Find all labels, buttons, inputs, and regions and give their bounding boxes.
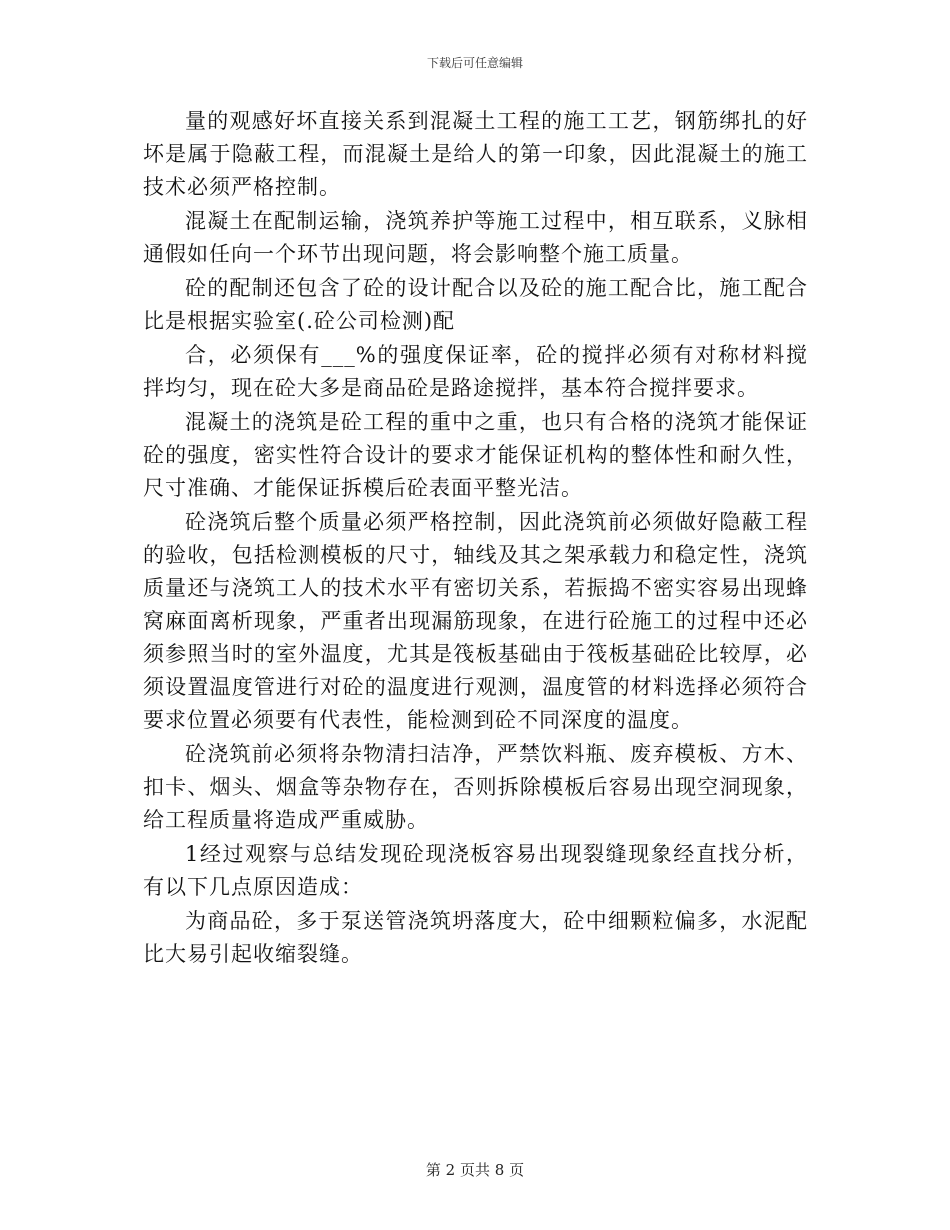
paragraph-2: 混凝土在配制运输，浇筑养护等施工过程中，相互联系，义脉相通假如任向一个环节出现问题，将会影响整个施工质量。 — [143, 209, 808, 266]
paragraph-1: 量的观感好坏直接关系到混凝土工程的施工工艺，钢筋绑扎的好坏是属于隐蔽工程，而混凝土是给人的第一印象，因此混凝土的施工技术必须严格控制。 — [143, 109, 808, 199]
paragraph-5: 混凝土的浇筑是砼工程的重中之重，也只有合格的浇筑才能保证砼的强度，密实性符合设计的要求才能保证机构的整体性和耐久性，尺寸准确、才能保证拆模后砼表面平整光洁。 — [143, 410, 808, 500]
paragraph-9: 为商品砼，多于泵送管浇筑坍落度大，砼中细颗粒偏多，水泥配比大易引起收缩裂缝。 — [143, 909, 808, 966]
paragraph-7: 砼浇筑前必须将杂物清扫洁净，严禁饮料瓶、废弃模板、方木、扣卡、烟头、烟盒等杂物存在，否则拆除模板后容易出现空洞现象，给工程质量将造成严重威胁。 — [143, 742, 808, 832]
page-number: 第 2 页共 8 页 — [425, 1161, 525, 1179]
paragraph-4: 合，必须保有___%的强度保证率，砼的搅拌必须有对称材料搅拌均匀，现在砼大多是商品砼是路途搅拌，基本符合搅拌要求。 — [143, 343, 808, 400]
paragraph-6: 砼浇筑后整个质量必须严格控制，因此浇筑前必须做好隐蔽工程的验收，包括检测模板的尺寸，轴线及其之架承载力和稳定性，浇筑质量还与浇筑工人的技术水平有密切关系，若振捣不密实容易出现蜂窝麻面离析现象，严重者出现漏筋现象，在进行砼施工的过程中还必须参照当时的室外温度，尤其是筏板基础由于筏板基础砼比较厚，必须设置温度管进行对砼的温度进行观测，温度管的材料选择必须符合要求位置必须要有代表性，能检测到砼不同深度的温度。 — [143, 510, 808, 732]
paragraph-8: 1经过观察与总结发现砼现浇板容易出现裂缝现象经直找分析，有以下几点原因造成： — [143, 842, 808, 899]
header-note: 下载后可任意编辑 — [426, 56, 523, 70]
paragraph-3: 砼的配制还包含了砼的设计配合以及砼的施工配合比，施工配合比是根据实验室(.砼公司检测)配 — [143, 276, 808, 333]
document-body — [143, 105, 808, 971]
